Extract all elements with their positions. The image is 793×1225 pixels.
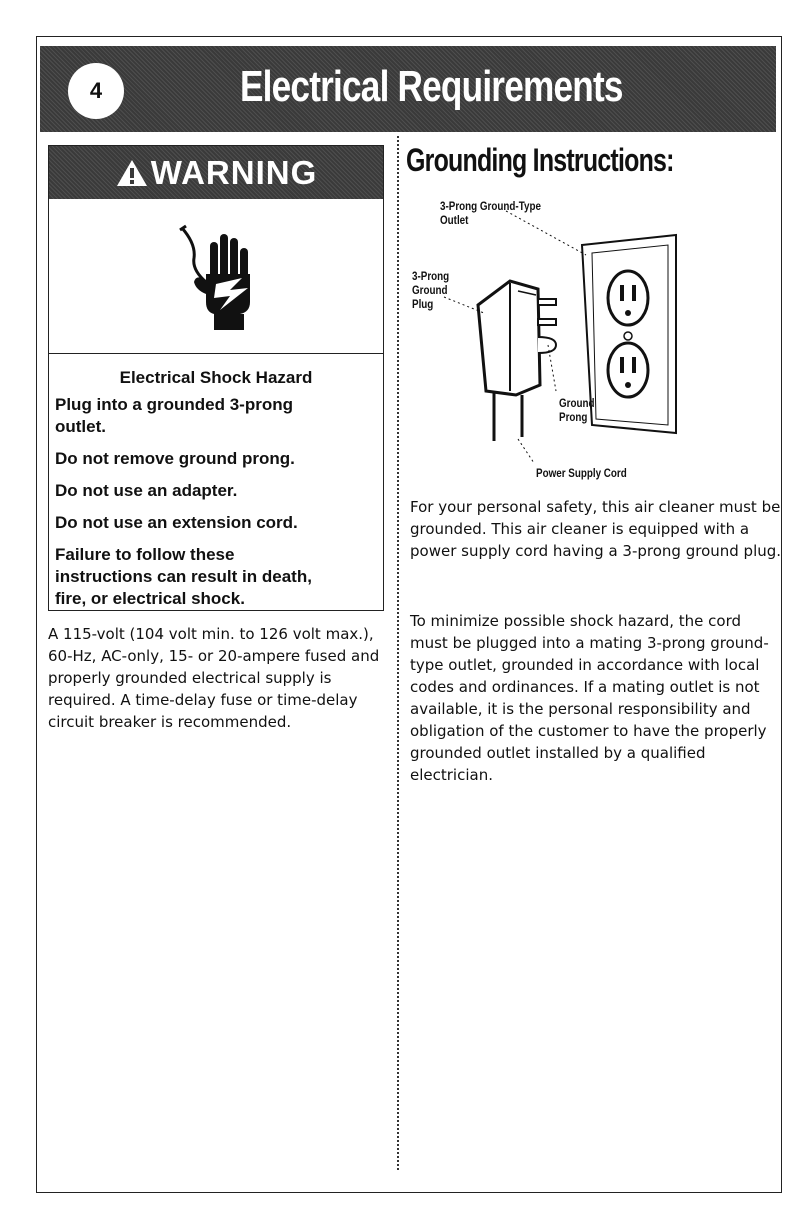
section-number-badge (68, 63, 124, 119)
warning-line: instructions can result in death, (55, 567, 312, 586)
warning-triangle-icon (115, 158, 149, 188)
warning-line: fire, or electrical shock. (55, 589, 245, 608)
warning-line: Plug into a grounded 3-prong (55, 395, 293, 414)
plug-label-line1: 3-Prong (412, 269, 450, 283)
warning-line: outlet. (55, 417, 106, 436)
warning-line: Do not use an adapter. (55, 481, 238, 500)
ground-prong-label-line2: Prong (559, 410, 588, 424)
power-cord-label: Power Supply Cord (536, 466, 627, 480)
warning-line: Failure to follow these (55, 545, 235, 564)
electrical-supply-paragraph: A 115-volt (104 volt min. to 126 volt max.), 60-Hz, AC-only, 15- or 20-ampere fused and properly grounded electrical supply is required. A time-delay fuse or time-delay circuit breaker is recommended. (48, 625, 380, 731)
warning-label: WARNING (150, 153, 318, 191)
plug-outlet-drawing (406, 195, 696, 485)
warning-line: Do not remove ground prong. (55, 449, 295, 468)
hazard-title: Electrical Shock Hazard (119, 368, 313, 387)
warning-header (49, 146, 383, 199)
grounding-paragraph-2: To minimize possible shock hazard, the cord must be plugged into a mating 3-prong ground-type outlet, grounded in accordance with local codes and ordinances. If a mating outlet is not available, it is the personal responsibility and obligation of the customer to have the properly grounded outlet installed by a qualified electrician. (410, 612, 769, 784)
column-divider (397, 136, 399, 1170)
outlet-label-line2: Outlet (440, 213, 469, 227)
warning-box (48, 145, 384, 611)
section-number: 4 (89, 78, 103, 103)
ground-prong-label-line1: Ground (559, 396, 595, 410)
outlet-label-line1: 3-Prong Ground-Type (440, 199, 541, 213)
warning-line: Do not use an extension cord. (55, 513, 298, 532)
section-title: Electrical Requirements (240, 62, 623, 111)
electric-shock-hand-icon (172, 224, 264, 332)
grounding-title: Grounding Instructions: (406, 142, 674, 178)
plug-outlet-illustration (406, 195, 696, 485)
warning-separator (49, 353, 383, 354)
plug-label-line2: Ground (412, 283, 448, 297)
grounding-paragraph-1: For your personal safety, this air cleaner must be grounded. This air cleaner is equipped with a power supply cord having a 3-prong ground plug. (410, 498, 782, 560)
plug-label-line3: Plug (412, 297, 434, 311)
